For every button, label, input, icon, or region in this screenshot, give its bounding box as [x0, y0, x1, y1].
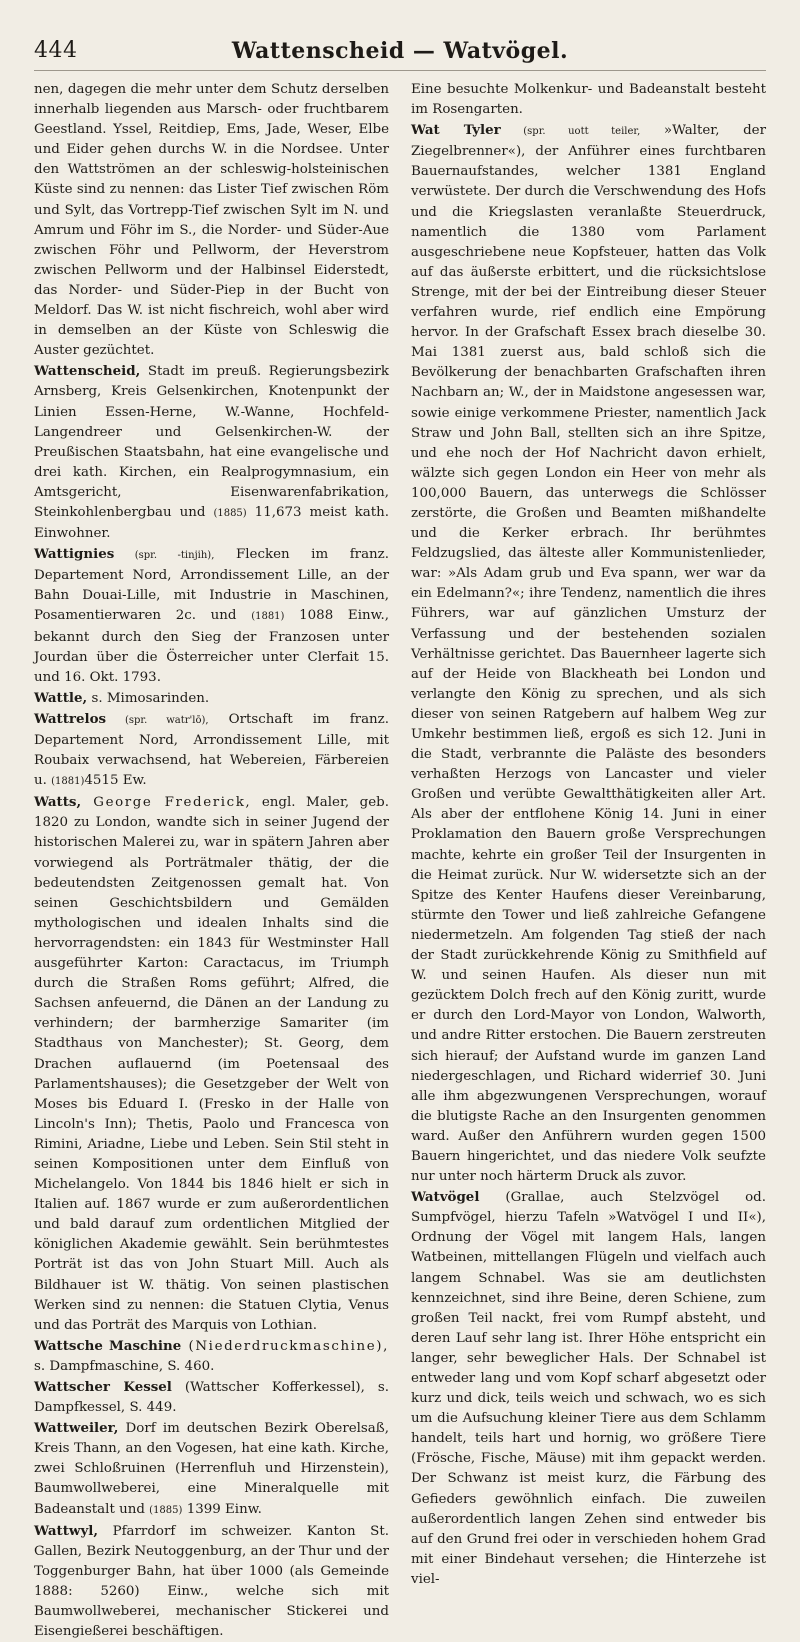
pronunciation: (spr. uott teiler,	[500, 126, 641, 138]
entry-body: s. Mimosarinden.	[87, 690, 210, 706]
entry-wattle	[34, 688, 389, 709]
headword: Wattenscheid,	[34, 363, 141, 380]
year-note: (1881)	[51, 776, 85, 788]
continued-paragraph	[34, 80, 389, 361]
entry-wattignies	[34, 544, 389, 688]
pronunciation: (spr. watr'lō),	[106, 714, 209, 726]
continued-paragraph	[411, 80, 766, 120]
entry-body: »Walter, der Ziegelbrenner«), der Anführer eines furchtbaren Bauernaufstandes, welcher 1381 England verwüstete. Der durch die Verschwendung des Hofs und die Kriegslasten veranlaßte Steuerdruck, namentlich die 1380 vom Parlament ausgeschriebene neue Kopfsteuer, hatten das Volk auf das äußerste erbittert, und die rücksichtslose Strenge, mit der bei der Eintreibung dieser Steuer verfahren wurde, rief endlich eine Empörung hervor. In der Grafschaft Essex brach dieselbe 30. Mai 1381 zuerst aus, bald schloß sich die Bevölkerung der benachbarten Grafschaften ihren Nachbarn an; W., der in Maidstone angesessen war, sowie einige verkommene Priester, namentlich Jack Straw und John Ball, stellten sich an ihre Spitze, und ehe noch der Hof Nachricht davon erhielt, wälzte sich gegen London ein Heer von mehr als 100,000 Bauern, das unterwegs die Schlösser zerstörte, die Großen und Beamten mißhandelte und die Kerker erbrach. Ihr berühmtes Feldzugslied, das älteste aller Kommunistenlieder, war: »Als Adam grub und Eva spann, wer war da ein Edelmann?«; ihre Tendenz, namentlich die ihres Führers, war auf gänzlichen Umsturz der Verfassung und der bestehenden sozialen Verhältnisse gerichtet. Das Bauernheer lagerte sich auf der Heide von Blackheath bei London und verlangte den König zu sprechen, und als sich dieser von seinen Ratgebern auf halbem Weg zur Umkehr bestimmen ließ, ergoß es sich 12. Juni in die Stadt, verbrannte die Paläste des besonders verhaßten Herzogs von Lancaster und vieler Großen und verübte Gewaltthätigkeiten aller Art. Als aber der entflohene König 14. Juni in einer Proklamation den Bauern große Versprechungen machte, kehrte ein großer Teil der Insurgenten in die Heimat zurück. Nur W. widersetzte sich an der Spitze des Kenter Haufens dieser Vereinbarung, stürmte den Tower und ließ zahlreiche Gefangene niedermetzeln. Am folgenden Tag stieß der nach der Stadt zurückkehrende König zu Smithfield auf W. und seinen Haufen. Als dieser nun mit gezücktem Dolch frech auf den König zuritt, wurde er durch den Lord-Mayor von London, Walworth, und andre Ritter erstochen. Die Bauern zerstreuten sich hierauf; der Aufstand wurde im ganzen Land niedergeschlagen, und Richard widerrief 30. Juni alle ihm abgezwungenen Versprechungen, worauf die blutigste Rache an den Insurgenten genommen ward. Außer den Anführern wurden gegen 1500 Bauern hingerichtet, und das niedere Volk seufzte nur unter noch härterm Druck als zuvor.	[411, 123, 766, 1185]
entry-body: Flecken im franz. Departement Nord, Arrondissement Lille, an der Bahn Douai-Lille, mit Industrie in Maschinen, Posamentierwaren 2c. und	[34, 547, 389, 624]
headword: Wattscher Kessel	[34, 1379, 172, 1395]
entry-wattrelos	[34, 709, 389, 792]
entry-body: Ortschaft im franz. Departement Nord, Arrondissement Lille, mit Roubaix verwachsend, hat Webereien, Färbereien u.	[34, 711, 389, 789]
alternate-name: (Grallae, auch Stelzvögel od. Sumpfvögel, hierzu Tafeln »Watvögel I und II«),	[411, 1190, 766, 1226]
headword: Wattwyl,	[34, 1522, 98, 1539]
right-column	[411, 80, 766, 1587]
entry-body-tail: 4515 Ew.	[84, 773, 147, 789]
entry-body: Dorf im deutschen Bezirk Oberelsaß, Kreis Thann, an den Vogesen, hat eine kath. Kirche, zwei Schloßruinen (Herrenfluh und Hirzenstein), Baumwollweberei, eine Mineralquelle mit Badeanstalt und	[34, 1421, 389, 1517]
entry-body-tail: 1088 Einw., bekannt durch den Sieg der Franzosen unter Jourdan über die Österreicher unter Clerfait 15. und 16. Okt. 1793.	[34, 608, 389, 685]
headword: Wat Tyler	[411, 122, 501, 139]
entry-body-tail: 1399 Einw.	[182, 1501, 262, 1517]
paragraph-text: nen, dagegen die mehr unter dem Schutz derselben innerhalb liegenden aus Marsch- oder fruchtbarem Geestland. Yssel, Reitdiep, Ems, Jade, Weser, Elbe und Eider gehen durchs W. in die Nordsee. Unter den Wattströmen an der schleswig-holsteinischen Küste sind zu nennen: das Lister Tief zwischen Röm und Sylt, das Vortrepp-Tief zwischen Sylt im N. und Amrum und Föhr im S., die Norder- und Süder-Aue zwischen Föhr und Pellworm, der Heverstrom zwischen Pellworm und der Halbinsel Eiderstedt, das Norder- und Süder-Piep in der Bucht von Meldorf. Das W. ist nicht fischreich, wohl aber wird in demselben an der Küste von Schleswig die Auster gezüchtet.	[34, 82, 389, 359]
running-head: Wattenscheid — Watvögel.	[231, 38, 569, 64]
paragraph-text: Eine besuchte Molkenkur- und Badeanstalt besteht im Rosengarten.	[411, 82, 766, 118]
entry-watts	[34, 792, 389, 1336]
left-column	[34, 80, 390, 1640]
entry-body: engl. Maler, geb. 1820 zu London, wandte sich in seiner Jugend der historischen Malerei zu, war in spätern Jahren aber vorwiegend als Porträtmaler thätig, der die bedeutendsten Zeitgenossen gemalt hat. Von seinen Geschichtsbildern und Gemälden mythologischen und idealen Inhalts sind die hervorragendsten: ein 1843 für Westminster Hall ausgeführter Karton: Caractacus, im Triumph durch die Straßen Roms geführt; Alfred, die Sachsen anfeuernd, die Dänen an der Landung zu verhindern; der barmherzige Samariter (im Stadthaus von Manchester); St. Georg, dem Drachen auflauernd (im Poetensaal des Parlamentshauses); die Gesetzgeber der Welt von Moses bis Eduard I. (Fresko in der Halle von Lincoln's Inn); Thetis, Paolo und Francesca von Rimini, Ariadne, Liebe und Leben. Sein Stil steht in seinen Kompositionen unter dem Einfluß von Michelangelo. Von 1844 bis 1846 hielt er sich in Italien auf. 1867 wurde er zum außerordentlichen und bald darauf zum ordentlichen Mitglied der königlichen Akademie gewählt. Sein berühmtestes Porträt ist das von John Stuart Mill. Auch als Bildhauer ist W. thätig. Von seinen plastischen Werken sind zu nennen: die Statuen Clytia, Venus und das Porträt des Marquis von Lothian.	[34, 795, 390, 1333]
entry-watvoegel	[411, 1187, 766, 1590]
entry-wat-tyler	[411, 120, 766, 1187]
headword: Wattle,	[34, 689, 88, 706]
year-note: (1885)	[149, 1504, 183, 1516]
entry-wattsche-maschine	[34, 1336, 389, 1377]
page-header	[34, 36, 766, 71]
entry-body: Ordnung der Vögel mit langem Hals, langen Watbeinen, mittellangen Flügeln und vielfach auch langem Schnabel. Was sie am deutlichsten kennzeichnet, sind ihre Beine, deren Schiene, zum großen Teil nackt, frei vom Rumpf absteht, und deren Lauf sehr lang ist. Ihrer Höhe entspricht ein langer, sehr beweglicher Hals. Der Schnabel ist entweder lang und vom Kopf scharf abgesetzt oder kurz und dick, teils weich und schwach, wo es sich um die Aufsuchung kleiner Tiere aus dem Schlamm handelt, teils hart und hornig, wo größere Tiere (Frösche, Fische, Mäuse) mit ihm gepackt werden. Der Schwanz ist meist kurz, die Färbung des Gefieders gewöhnlich einfach. Die zuweilen außerordentlich langen Zehen sind entweder bis auf den Grund frei oder in verschieden hohem Grad mit einer Bindehaut versehen; die Hinterzehe ist viel-	[411, 1230, 766, 1587]
alternate-name: (Niederdruckmaschine),	[181, 1338, 389, 1354]
entry-wattenscheid	[34, 361, 389, 544]
alternate-name: (Wattscher Kofferkessel),	[171, 1380, 365, 1395]
entry-wattweiler	[34, 1418, 389, 1520]
entry-body-tail: 11,673 meist kath. Einwohner.	[34, 504, 389, 542]
headword: Watvögel	[411, 1189, 480, 1206]
headword: Wattweiler,	[34, 1420, 119, 1437]
entry-wattwyl	[34, 1521, 389, 1642]
entry-body: Stadt im preuß. Regierungsbezirk Arnsberg, Kreis Gelsenkirchen, Knotenpunkt der Linien Essen-Herne, W.-Wanne, Hochfeld-Langendreer und Gelsenkirchen-W. der Preußischen Staatsbahn, hat eine evangelische und drei kath. Kirchen, ein Realprogymnasium, ein Amtsgericht, Eisenwarenfabrikation, Steinkohlenbergbau und	[34, 364, 389, 520]
pronunciation: (spr. -tinjih),	[114, 550, 215, 562]
headword: Watts,	[34, 794, 82, 811]
entry-body: Pfarrdorf im schweizer. Kanton St. Gallen, Bezirk Neutoggenburg, an der Thur und der Toggenburger Bahn, hat über 1000 (als Gemeinde 1888: 5260) Einw., welche sich mit Baumwollweberei, mechanischer Stickerei und Eisengießerei beschäftigen.	[34, 1523, 389, 1640]
headword: Wattsche Maschine	[34, 1337, 182, 1354]
headword: Wattignies	[34, 546, 115, 563]
entry-body: s. Dampfmaschine, S. 460.	[34, 1358, 215, 1374]
text-columns	[34, 80, 766, 1640]
entry-wattscher-kessel	[34, 1377, 389, 1418]
headword: Wattrelos	[34, 710, 107, 727]
person-name: George Frederick,	[81, 795, 252, 811]
year-note: (1881)	[251, 611, 285, 623]
year-note: (1885)	[213, 507, 247, 519]
entry-body: s. Dampfkessel, S. 449.	[34, 1380, 390, 1416]
page-number: 444	[34, 38, 78, 63]
